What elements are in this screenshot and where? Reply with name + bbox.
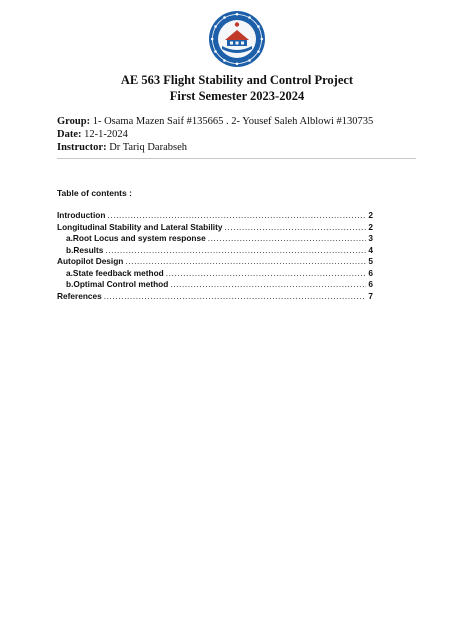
toc-subentry[interactable]: [57, 279, 373, 291]
toc-entry-label: b.Optimal Control method: [66, 279, 169, 289]
toc-entry-label: Longitudinal Stability and Lateral Stability: [57, 221, 223, 232]
toc-entry[interactable]: [57, 291, 373, 303]
toc-entry-page: 2: [368, 210, 373, 220]
toc-entry[interactable]: [57, 210, 373, 222]
toc-subentry[interactable]: [57, 233, 373, 245]
toc-leader-dots: [170, 279, 366, 291]
toc-subentry[interactable]: [57, 268, 373, 280]
toc-entry-label: b.Results: [66, 244, 104, 255]
university-seal-icon: [208, 10, 266, 68]
toc-leader-dots: [208, 233, 367, 245]
toc-entry-label: a.Root Locus and system response: [66, 233, 206, 243]
toc-entry-page: 3: [368, 233, 373, 243]
instructor-line: [57, 141, 187, 154]
date-line: [57, 128, 128, 141]
document-subtitle: First Semester 2023-2024: [169, 89, 305, 103]
toc-leader-dots: [107, 210, 366, 222]
group-label: Group:: [57, 116, 91, 127]
group-line: [57, 115, 373, 128]
toc-leader-dots: [225, 222, 367, 234]
toc-entry-page: 4: [368, 244, 373, 255]
toc-entry-label: Autopilot Design: [57, 256, 124, 266]
table-of-contents: [57, 210, 373, 302]
toc-entry-page: 6: [368, 267, 373, 278]
instructor-label: Instructor:: [57, 142, 107, 153]
toc-entry-label: References: [57, 290, 102, 301]
date-label: Date:: [57, 129, 82, 140]
document-title: AE 563 Flight Stability and Control Project: [120, 73, 354, 87]
toc-entry-label: Introduction: [57, 210, 106, 220]
toc-leader-dots: [166, 268, 367, 280]
toc-entry-page: 2: [368, 221, 373, 232]
toc-entry-page: 5: [368, 256, 373, 266]
group-value: 1- Osama Mazen Saif #135665 . 2- Yousef Saleh Alblowi #130735: [90, 116, 374, 127]
date-value: 12-1-2024: [81, 129, 128, 140]
toc-entry[interactable]: [57, 222, 373, 234]
toc-heading: Table of contents :: [57, 188, 132, 198]
toc-entry-page: 7: [368, 290, 373, 301]
horizontal-divider: [57, 158, 416, 159]
toc-leader-dots: [105, 245, 366, 257]
toc-entry[interactable]: [57, 256, 373, 268]
toc-entry-page: 6: [368, 279, 373, 289]
toc-subentry[interactable]: [57, 245, 373, 257]
toc-leader-dots: [125, 256, 366, 268]
instructor-value: Dr Tariq Darabseh: [106, 142, 187, 153]
toc-entry-label: a.State feedback method: [66, 267, 164, 278]
toc-leader-dots: [104, 291, 367, 303]
